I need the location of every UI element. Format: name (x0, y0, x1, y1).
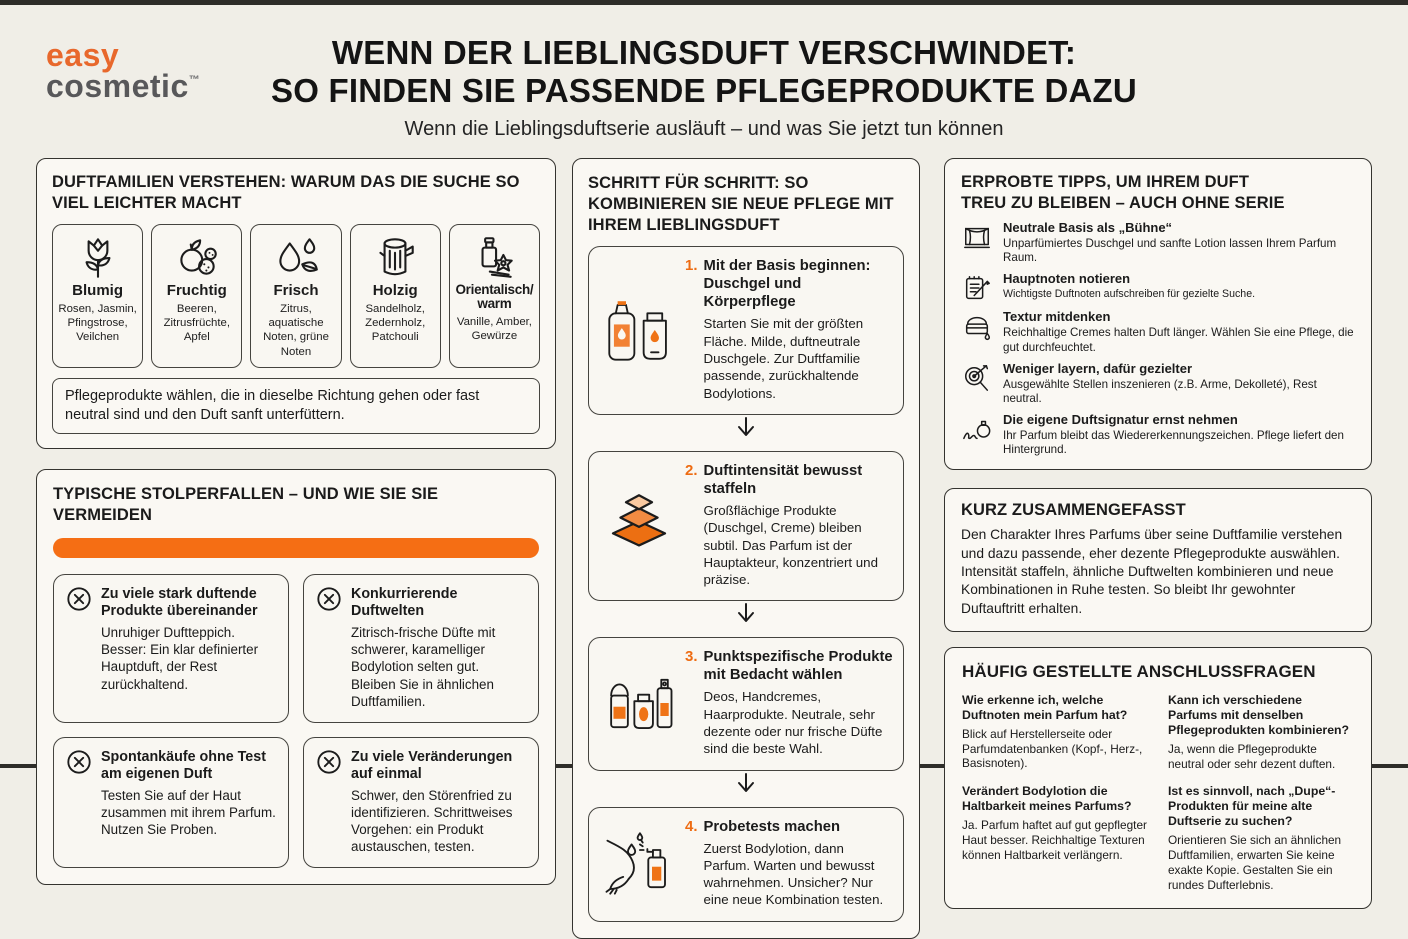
family-notes: Sandelholz, Zedernholz, Patchouli (365, 302, 426, 344)
tip-text: Wichtigste Duftnoten aufschreiben für gezielte Suche. (1003, 288, 1256, 301)
waterdrops-icon (254, 232, 337, 282)
page-title (0, 34, 1408, 111)
summary-text: Den Charakter Ihres Parfums über seine Duftfamilie verstehen und dazu passende, eher dezente Pflegeprodukte auswählen. Intensität staffeln, ähnliche Duftwelten kombinieren und neue Kombinationen in Ruhe testen. So bleibt Ihr gewohnter Duftauftritt erhalten. (961, 527, 1343, 616)
step-text: Deos, Handcremes, Haarprodukte. Neutrale, sehr dezente oder nur frische Düfte sind die beste Wahl. (703, 689, 883, 757)
page-title-line2: SO FINDEN SIE PASSENDE PFLEGEPRODUKTE DAZU (271, 72, 1137, 110)
faq-question: Kann ich verschiedene Parfums mit denselben Pflegeprodukten kombinieren? (1168, 692, 1350, 737)
step-number: 1. (685, 257, 698, 275)
faq-item-3 (962, 784, 1148, 892)
pitfall-text: Unruhiger Duftteppich. Besser: Ein klar definierter Hauptduft, der Rest zurückhaltend. (101, 625, 259, 692)
family-name: Orientalisch/​warm (455, 282, 534, 312)
arrow-down-icon (588, 417, 904, 441)
logo-easy: easy (46, 37, 120, 73)
faq-question: Ist es sinnvoll, nach „Dupe“-Produkten für meine alte Duftserie zu suchen? (1168, 784, 1336, 829)
faq-answer: Orientieren Sie sich an ähnlichen Duftfamilien, erwarten Sie keine exakte Kopie. Gestalten Sie ein rundes Dufterlebnis. (1168, 833, 1342, 892)
tip-title: Textur mitdenken (1003, 309, 1111, 325)
family-holzig (350, 224, 441, 368)
faq-item-4 (1168, 784, 1354, 892)
target-icon (961, 362, 993, 393)
notepad-icon (961, 272, 993, 303)
faq-grid (962, 693, 1354, 893)
step-number: 4. (685, 817, 698, 835)
tip-row-2 (961, 272, 1355, 303)
card-erprobte-tipps (944, 158, 1372, 470)
card-faq-title: HÄUFIG GESTELLTE ANSCHLUSSFRAGEN (962, 661, 1316, 681)
pitfall-text: Zitrisch-frische Düfte mit schwerer, karamelliger Bodylotion selten gut. Bleiben Sie in ähnlichen Duftfamilien. (351, 625, 496, 709)
card-summary-title: KURZ ZUSAMMENGEFASST (961, 501, 1186, 520)
family-orientalisch (449, 224, 540, 368)
faq-question: Wie erkenne ich, welche Duftnoten mein Parfum hat? (962, 692, 1128, 722)
left-column (36, 158, 556, 885)
tip-text: Reichhaltige Cremes halten Duft länger. Wählen Sie eine Pflege, die gut durchfeuchtet. (1003, 326, 1354, 354)
shampoo-tube-icon (597, 291, 681, 369)
top-border-strip (0, 0, 1408, 5)
family-notes: Beeren, Zitrusfrüchte, Apfel (163, 302, 231, 344)
orange-divider-bar (53, 538, 539, 558)
step-title: Mit der Basis beginnen: Duschgel und Körperpflege (703, 258, 871, 311)
faq-answer: Ja. Parfum haftet auf gut gepflegter Haut besser. Reichhaltige Texturen können Haltbarkeit verlängern. (962, 818, 1147, 863)
step-text: Zuerst Bodylotion, dann Parfum. Warten und bewusst wahrnehmen. Unsicher? Nur eine neue Kombination testen. (703, 840, 884, 908)
x-circle-icon (66, 586, 92, 710)
stage-icon (961, 221, 993, 252)
pitfall-box-4 (303, 737, 539, 868)
card-duftfamilien (36, 158, 556, 449)
right-column (944, 158, 1372, 909)
family-name: Fruchtig (166, 282, 227, 300)
step-title: Punktspezifische Produkte mit Bedacht wählen (703, 649, 893, 684)
step-box-2 (588, 451, 904, 602)
tip-text: Ihr Parfum bleibt das Wiedererkennungszeichen. Pflege liefert den Hintergrund. (1003, 428, 1344, 456)
pitfall-title: Zu viele stark duftende Produkte übereinander (101, 586, 258, 620)
faq-item-1 (962, 693, 1148, 772)
family-name: Blumig (72, 282, 124, 300)
arm-spray-icon (597, 824, 681, 902)
faq-answer: Blick auf Herstellerseite oder Parfumdatenbanken (Kopf-, Herz-, Basisnoten). (962, 726, 1143, 771)
family-notes: Rosen, Jasmin, Pfingstrose, Veilchen (58, 302, 137, 344)
signature-icon (961, 413, 993, 444)
page-title-line1: WENN DER LIEBLINGSDUFT VERSCHWINDET: (331, 34, 1077, 71)
pitfall-title: Spontankäufe ohne Test am eigenen Duft (101, 748, 266, 782)
family-name: Holzig (372, 282, 418, 300)
family-name: Frisch (273, 282, 319, 300)
pitfall-box-1 (53, 574, 289, 723)
pitfall-box-2 (303, 574, 539, 723)
card-schritt-fuer-schritt (572, 158, 920, 939)
middle-column (572, 158, 920, 939)
x-circle-icon (316, 749, 342, 855)
pitfall-text: Testen Sie auf der Haut zusammen mit ihrem Parfum. Nutzen Sie Proben. (101, 787, 276, 837)
tip-title: Weniger layern, dafür gezielter (1003, 360, 1193, 376)
family-fruchtig (151, 224, 242, 368)
scent-family-row (52, 224, 540, 368)
oriental-bottle-icon (453, 232, 536, 282)
page-header (0, 34, 1408, 141)
tip-row-5 (961, 413, 1355, 457)
step-title: Duftintensität bewusst staffeln (703, 462, 863, 497)
pitfalls-grid (53, 574, 539, 868)
deo-products-icon (597, 664, 681, 742)
card-steps-title: SCHRITT FÜR SCHRITT: SO KOMBINIEREN SIE NEUE PFLEGE MIT IHREM LIEBLINGSDUFT (588, 174, 894, 235)
wood-stump-icon (354, 232, 437, 282)
tip-title: Hauptnoten notieren (1003, 271, 1131, 287)
logo-cosmetic: cosmetic (46, 68, 189, 105)
tip-row-3 (961, 310, 1355, 354)
family-blumig (52, 224, 143, 368)
card-anschlussfragen (944, 647, 1372, 909)
card-kurz-zusammengefasst (944, 488, 1372, 632)
faq-item-2 (1168, 693, 1354, 772)
faq-question: Verändert Bodylotion die Haltbarkeit meines Parfums? (962, 784, 1132, 814)
family-notes: Zitrus, aquatische Noten, grüne Noten (263, 302, 329, 358)
pitfall-text: Schwer, den Störenfried zu identifizieren. Schrittweises Vorgehen: ein Produkt austauschen, testen. (351, 787, 513, 855)
tip-title: Neutrale Basis als „Bühne“ (1003, 220, 1173, 236)
family-frisch (250, 224, 341, 368)
tip-title: Die eigene Duftsignatur ernst nehmen (1003, 411, 1238, 427)
tip-row-1 (961, 221, 1355, 265)
tip-row-4 (961, 362, 1355, 406)
page-subtitle: Wenn die Lieblingsduftserie ausläuft – und was Sie jetzt tun können (404, 117, 1004, 140)
rose-icon (56, 232, 139, 282)
faq-answer: Ja, wenn die Pflegeprodukte neutral oder sehr dezent duften. (1168, 741, 1336, 771)
pitfall-title: Konkurrierende Duftwelten (351, 586, 458, 620)
tip-text: Ausgewählte Stellen inszenieren (z.B. Arme, Dekolleté), Rest neutral. (1003, 377, 1317, 405)
pitfall-box-3 (53, 737, 289, 868)
x-circle-icon (66, 749, 92, 855)
step-box-1 (588, 246, 904, 415)
cream-jar-icon (961, 310, 993, 341)
family-notes: Vanille, Amber, Gewürze (456, 315, 532, 342)
tip-text: Unparfümiertes Duschgel und sanfte Lotion lassen Ihrem Parfum Raum. (1003, 237, 1337, 265)
arrow-down-icon (588, 773, 904, 797)
step-box-4 (588, 807, 904, 922)
card-stolperfallen-title: TYPISCHE STOLPERFALLEN – UND WIE SIE SIE VERMEIDEN (53, 485, 439, 525)
layers-icon (597, 486, 681, 564)
fruit-icon (155, 232, 238, 282)
step-title: Probetests machen (703, 818, 841, 835)
card-stolperfallen (36, 469, 556, 885)
step-text: Großflächige Produkte (Duschgel, Creme) bleiben subtil. Das Parfum ist der Hauptakteur, konzentriert und präzise. (703, 502, 878, 588)
step-text: Starten Sie mit der größten Fläche. Milde, duftneutrale Duschgele. Zur Duftfamilie passende, zurückhaltende Bodylotions. (703, 316, 864, 401)
x-circle-icon (316, 586, 342, 710)
step-number: 3. (685, 648, 698, 666)
arrow-down-icon (588, 603, 904, 627)
pitfall-title: Zu viele Veränderungen auf einmal (351, 748, 513, 782)
card-tips-title: ERPROBTE TIPPS, UM IHREM DUFT TREU ZU BLEIBEN – AUCH OHNE SERIE (961, 173, 1285, 213)
card-duftfamilien-title: DUFTFAMILIEN VERSTEHEN: WARUM DAS DIE SUCHE SO VIEL LEICHTER MACHT (52, 173, 520, 213)
logo-trademark: ™ (188, 74, 200, 87)
family-advice-note: Pflegeprodukte wählen, die in dieselbe Richtung gehen oder fast neutral sind und den Duft sanft unterfüttern. (52, 378, 540, 434)
step-number: 2. (685, 461, 698, 479)
step-box-3 (588, 637, 904, 770)
